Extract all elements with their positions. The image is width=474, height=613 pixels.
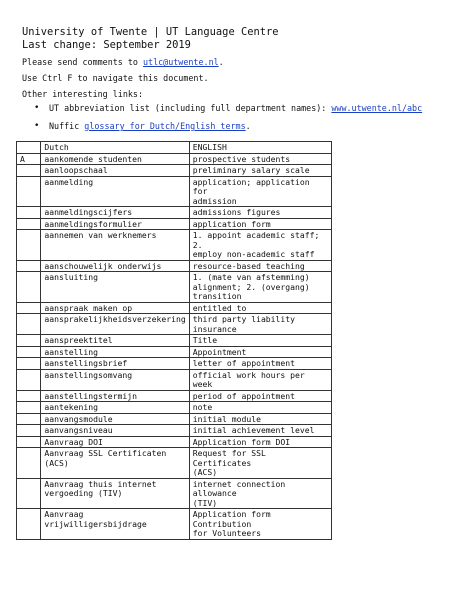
table-row [17,478,332,509]
glossary-table [16,141,332,540]
links-list [22,103,454,132]
list-item [22,121,454,132]
nuffic-glossary-link[interactable]: glossary for Dutch/English terms [84,121,246,131]
letter-cell [17,448,41,479]
dutch-term-cell: aanstellingsomvang [41,369,189,390]
table-row [17,302,332,314]
letter-cell [17,207,41,219]
table-row [17,153,332,165]
table-row [17,176,332,207]
table-row [17,207,332,219]
english-term-cell: Application form Contribution for Volunteers [189,509,331,540]
table-row [17,218,332,230]
dutch-term-cell: Aanvraag vrijwilligersbijdrage [41,509,189,540]
dutch-term-cell: aantekening [41,402,189,414]
link-prefix: Nuffic [49,121,85,131]
letter-cell [17,425,41,437]
dutch-term-cell: aanmeldingscijfers [41,207,189,219]
navigate-instruction: Use Ctrl F to navigate this document. [22,73,209,83]
english-term-cell: internet connection allowance (TIV) [189,478,331,509]
table-row [17,346,332,358]
dutch-term-cell: aansluiting [41,272,189,303]
english-term-cell: Application form DOI [189,436,331,448]
dutch-term-cell: aanmeldingsformulier [41,218,189,230]
table-row [17,335,332,347]
letter-cell [17,218,41,230]
dutch-term-cell: Aanvraag DOI [41,436,189,448]
letter-cell [17,272,41,303]
letter-cell [17,230,41,261]
dutch-term-cell: aansprakelijkheidsverzekering [41,314,189,335]
english-term-cell: application; application for admission [189,176,331,207]
english-term-cell: third party liability insurance [189,314,331,335]
english-term-cell: Request for SSL Certificates (ACS) [189,448,331,479]
list-item [22,103,454,114]
table-row [17,314,332,335]
english-term-cell: resource-based teaching [189,260,331,272]
column-header: ENGLISH [189,142,331,154]
dutch-term-cell: aanmelding [41,176,189,207]
table-row [17,413,332,425]
letter-cell [17,260,41,272]
letter-cell [17,390,41,402]
dutch-term-cell: aanstellingsbrief [41,358,189,370]
dutch-term-cell: aannemen van werknemers [41,230,189,261]
letter-cell [17,358,41,370]
english-term-cell: Title [189,335,331,347]
english-term-cell: entitled to [189,302,331,314]
english-term-cell: initial achievement level [189,425,331,437]
dutch-term-cell: Aanvraag SSL Certificaten (ACS) [41,448,189,479]
document-title: University of Twente | UT Language Centre [22,26,279,38]
dutch-term-cell: aanloopschaal [41,165,189,177]
english-term-cell: Appointment [189,346,331,358]
letter-cell [17,314,41,335]
comments-paragraph [22,57,454,68]
table-row [17,402,332,414]
column-header [17,142,41,154]
english-term-cell: 1. appoint academic staff; 2. employ non-academic staff [189,230,331,261]
english-term-cell: admissions figures [189,207,331,219]
comments-prefix: Please send comments to [22,57,144,67]
table-row [17,272,332,303]
dutch-term-cell: aanvangsniveau [41,425,189,437]
link-prefix: UT abbreviation list (including full department names): [49,103,332,113]
dutch-term-cell: aanstelling [41,346,189,358]
table-row [17,425,332,437]
document-page [22,26,454,139]
english-term-cell: preliminary salary scale [189,165,331,177]
letter-cell [17,176,41,207]
letter-cell [17,335,41,347]
table-row [17,448,332,479]
table-header-row [17,142,332,154]
column-header: Dutch [41,142,189,154]
table-row [17,509,332,540]
comments-email-link[interactable]: utlc@utwente.nl [143,57,219,67]
table-row [17,260,332,272]
letter-cell [17,369,41,390]
letter-cell [17,478,41,509]
table-row [17,358,332,370]
letter-cell [17,165,41,177]
letter-cell [17,346,41,358]
table-row [17,390,332,402]
dutch-term-cell: aanspreektitel [41,335,189,347]
bullet-icon: • [34,121,40,131]
table-row [17,165,332,177]
comments-suffix: . [218,57,224,67]
english-term-cell: period of appointment [189,390,331,402]
letter-cell [17,509,41,540]
english-term-cell: 1. (mate van afstemming) alignment; 2. (overgang) transition [189,272,331,303]
english-term-cell: initial module [189,413,331,425]
letter-cell [17,402,41,414]
dutch-term-cell: aankomende studenten [41,153,189,165]
dutch-term-cell: Aanvraag thuis internet vergoeding (TIV) [41,478,189,509]
dutch-term-cell: aanspraak maken op [41,302,189,314]
letter-cell [17,436,41,448]
english-term-cell: note [189,402,331,414]
letter-cell: A [17,153,41,165]
dutch-term-cell: aanvangsmodule [41,413,189,425]
link-suffix: . [245,121,251,131]
english-term-cell: letter of appointment [189,358,331,370]
links-heading: Other interesting links: [22,89,144,99]
letter-cell [17,413,41,425]
dutch-term-cell: aanstellingstermijn [41,390,189,402]
ut-abbreviation-link[interactable]: www.utwente.nl/abc [331,103,423,113]
english-term-cell: official work hours per week [189,369,331,390]
english-term-cell: application form [189,218,331,230]
bullet-icon: • [34,103,40,113]
english-term-cell: prospective students [189,153,331,165]
letter-cell [17,302,41,314]
table-row [17,436,332,448]
table-row [17,230,332,261]
last-change-line: Last change: September 2019 [22,38,191,51]
dutch-term-cell: aanschouwelijk onderwijs [41,260,189,272]
table-row [17,369,332,390]
